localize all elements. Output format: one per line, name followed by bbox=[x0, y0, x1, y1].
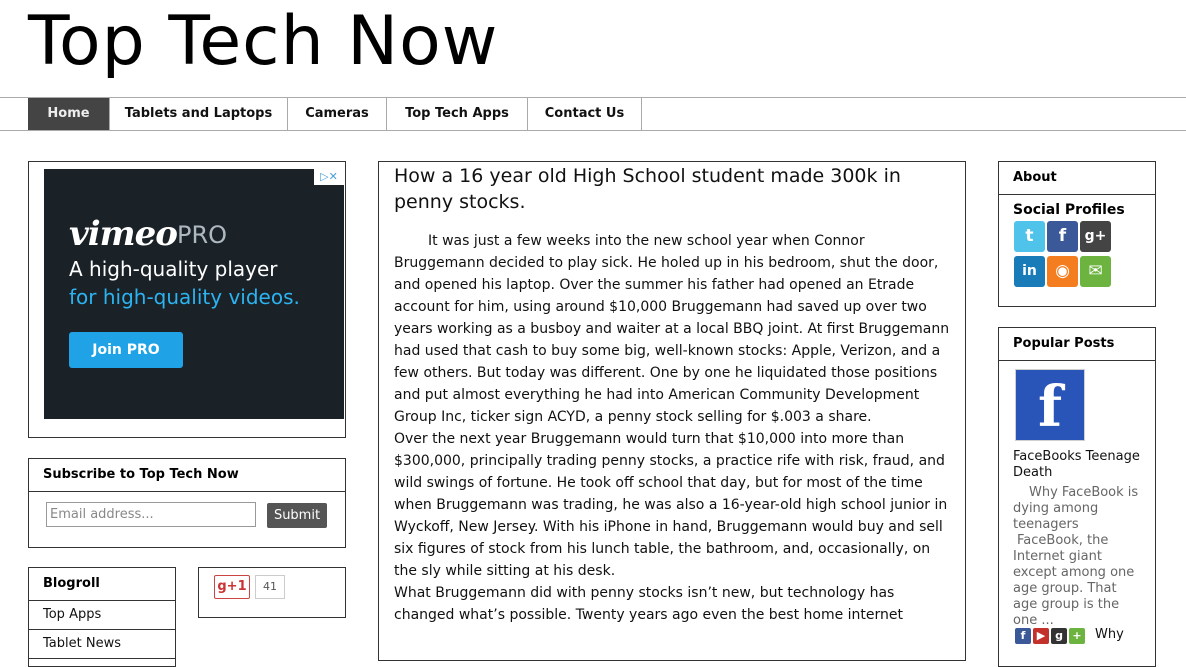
adchoices-icon[interactable]: ▷✕ bbox=[314, 169, 344, 185]
nav-contact-us[interactable]: Contact Us bbox=[528, 98, 642, 130]
googleplus-icon[interactable]: g+ bbox=[1080, 221, 1111, 252]
ad-widget bbox=[28, 161, 346, 438]
article-title[interactable]: How a 16 year old High School student made 300k in penny stocks. bbox=[394, 165, 901, 213]
nav-tablets-and-laptops[interactable]: Tablets and Laptops bbox=[110, 98, 288, 130]
vimeo-pro-ad[interactable] bbox=[44, 169, 344, 419]
about-title: About bbox=[999, 162, 1155, 195]
nav-cameras[interactable]: Cameras bbox=[288, 98, 387, 130]
popular-post-snippet bbox=[1013, 485, 1143, 629]
ad-subheadline: for high-quality videos. bbox=[69, 285, 300, 309]
about-widget bbox=[998, 161, 1156, 307]
youtube-mini-icon: ▶ bbox=[1033, 628, 1049, 644]
blogroll-item-top-apps[interactable]: Top Apps bbox=[29, 601, 175, 630]
facebook-icon[interactable]: f bbox=[1047, 221, 1078, 252]
popular-posts-widget bbox=[998, 327, 1156, 667]
social-profiles-title: Social Profiles bbox=[1013, 202, 1125, 218]
email-field[interactable]: Email address... bbox=[46, 502, 256, 527]
popular-post-title[interactable]: Why bbox=[1095, 627, 1124, 642]
linkedin-icon[interactable]: in bbox=[1014, 256, 1045, 287]
facebook-mini-icon: f bbox=[1015, 628, 1031, 644]
email-icon[interactable]: ✉ bbox=[1080, 256, 1111, 287]
join-pro-button[interactable]: Join PRO bbox=[69, 332, 183, 368]
google-plus-one-button[interactable]: g+1 bbox=[214, 575, 250, 599]
blogroll-title: Blogroll bbox=[29, 568, 175, 601]
main-nav bbox=[0, 97, 1186, 131]
twitter-icon[interactable]: t bbox=[1014, 221, 1045, 252]
snippet-line: Why FaceBook is dying among teenagers bbox=[1013, 485, 1139, 532]
vimeo-logo: vimeo bbox=[69, 214, 177, 254]
article-paragraph: It was just a few weeks into the new school year when Connor Bruggemann decided to play sick. He holed up in his bedroom, shut the door, and opened his laptop. Over the summer his father had opened an Etrade account for him, using around $10,000 Bruggemann had saved up over two years working as a busboy and waiter at a local BBQ joint. At first Bruggemann had used that cash to buy some big, well-known stocks: Apple, Verizon, and a few others. But today was different. One by one he liquidated those positions and put almost everything he had into American Community Development Group Inc, ticker sign ACYD, a penny stock selling for $.003 a share. bbox=[394, 233, 950, 425]
popular-posts-title: Popular Posts bbox=[999, 328, 1155, 361]
nav-top-tech-apps[interactable]: Top Tech Apps bbox=[387, 98, 528, 130]
vimeo-pro-label: PRO bbox=[177, 221, 228, 249]
facebook-thumbnail[interactable]: f bbox=[1015, 369, 1085, 441]
plus-mini-icon: + bbox=[1069, 628, 1085, 644]
site-title[interactable]: Top Tech Now bbox=[28, 2, 499, 81]
nav-home[interactable]: Home bbox=[28, 98, 110, 130]
submit-button[interactable]: Submit bbox=[267, 503, 327, 528]
blogroll-widget bbox=[28, 567, 176, 667]
article-paragraph: What Bruggemann did with penny stocks isn’t new, but technology has changed what’s possible. Twenty years ago even the best home internet bbox=[394, 585, 904, 623]
article-body bbox=[394, 230, 950, 626]
article bbox=[378, 161, 966, 661]
ad-headline: A high-quality player bbox=[69, 257, 278, 281]
snippet-line: FaceBook, the Internet giant except among one age group. That age group is the one ... bbox=[1013, 533, 1135, 628]
rss-icon[interactable]: ◉ bbox=[1047, 256, 1078, 287]
article-paragraph: Over the next year Bruggemann would turn that $10,000 into more than $300,000, principally trading penny stocks, a practice rife with risk, fraud, and wild swings of fortune. He took off school that day, but for most of the time when Bruggemann was trading, he was also a 16-year-old high school junior in Wyckoff, New Jersey. With his iPhone in hand, Bruggemann would buy and sell six figures of stock from his lunch table, the bathroom, and, occasionally, on the sly while sitting at his desk. bbox=[394, 431, 948, 579]
subscribe-widget bbox=[28, 458, 346, 548]
gplus-widget bbox=[198, 567, 346, 618]
subscribe-title: Subscribe to Top Tech Now bbox=[29, 459, 345, 492]
popular-post-title[interactable]: FaceBooks Teenage Death bbox=[1013, 449, 1140, 480]
googleplus-mini-icon: g bbox=[1051, 628, 1067, 644]
blogroll-item-tablet-news[interactable]: Tablet News bbox=[29, 630, 175, 659]
gplus-count: 41 bbox=[255, 575, 285, 599]
